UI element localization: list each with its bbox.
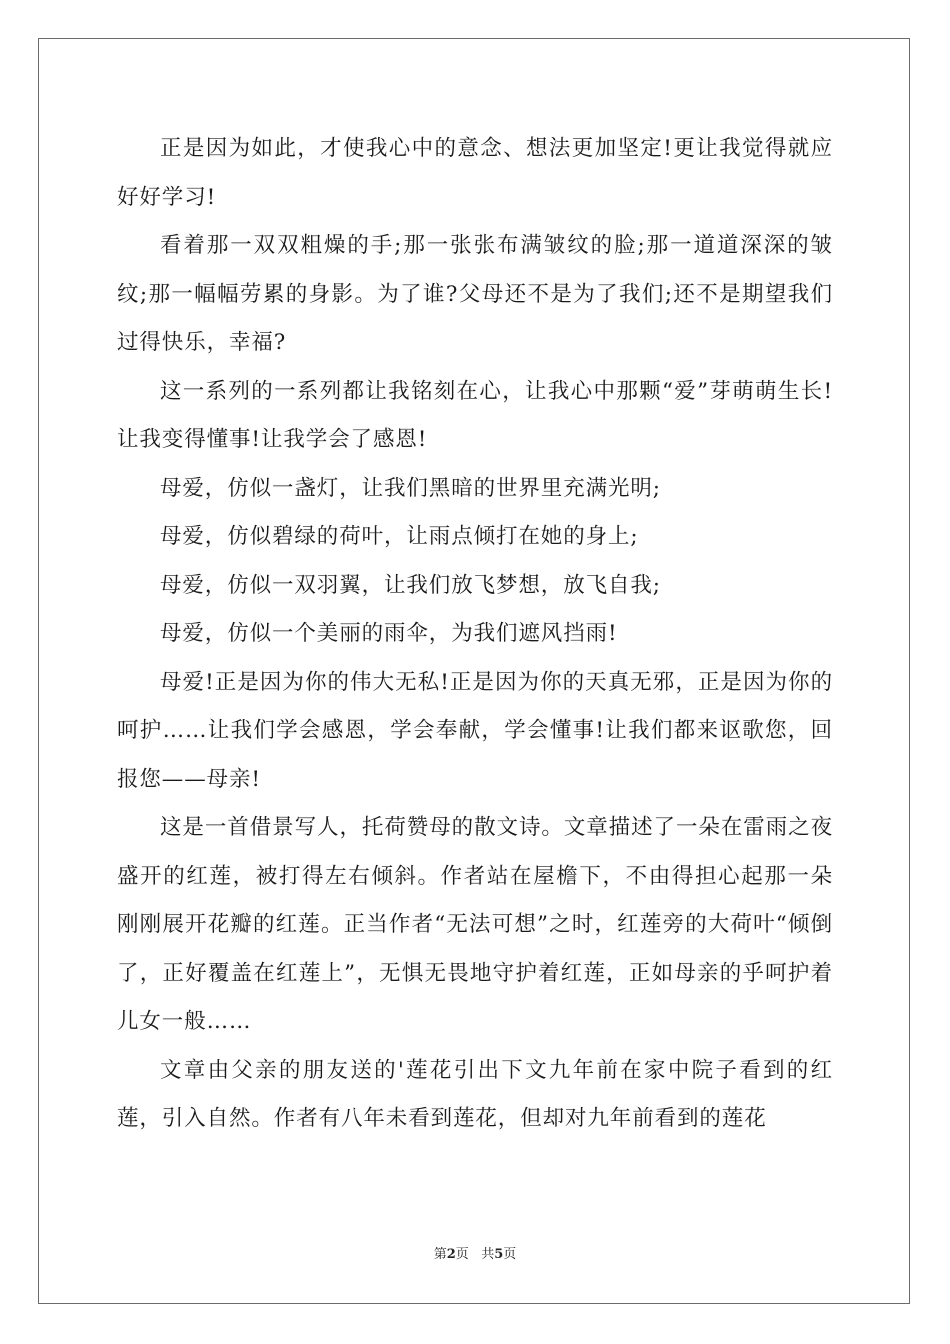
paragraph: 母爱，仿似一个美丽的雨伞，为我们遮风挡雨! xyxy=(160,621,618,646)
paragraph: 看着那一双双粗燥的手;那一张张布满皱纹的脸;那一道道深深的皱纹;那一幅幅劳累的身影。为了谁?父母还不是为了我们;还不是期望我们过得快乐，幸福? xyxy=(117,233,833,355)
paragraph: 母爱，仿似一盏灯，让我们黑暗的世界里充满光明; xyxy=(160,475,661,501)
total-pages: 5 xyxy=(494,1247,504,1262)
total-pages-prefix: 共 xyxy=(481,1247,495,1262)
paragraph: 正是因为如此，才使我心中的意念、想法更加坚定!更让我觉得就应好好学习! xyxy=(117,136,833,210)
paragraph: 母爱，仿似碧绿的荷叶，让雨点倾打在她的身上; xyxy=(160,524,639,549)
paragraph: 母爱!正是因为你的伟大无私!正是因为你的天真无邪，正是因为你的呵护……让我们学会感恩，学会奉献，学会懂事!让我们都来讴歌您，回报您——母亲! xyxy=(117,669,833,792)
paragraph: 母爱，仿似一双羽翼，让我们放飞梦想，放飞自我; xyxy=(160,572,661,598)
total-pages-suffix: 页 xyxy=(503,1247,517,1262)
document-body xyxy=(117,125,833,1144)
page-number: 2 xyxy=(446,1247,456,1262)
paragraph: 文章由父亲的朋友送的'莲花引出下文九年前在家中院子看到的红莲，引入自然。作者有八年未看到莲花，但却对九年前看到的莲花 xyxy=(117,1057,833,1131)
page-number-suffix: 页 xyxy=(455,1247,469,1262)
page-number-prefix: 第 xyxy=(433,1247,447,1262)
paragraph: 这一系列的一系列都让我铭刻在心，让我心中那颗“爱”芽萌萌生长!让我变得懂事!让我学会了感恩! xyxy=(117,378,833,452)
paragraph: 这是一首借景写人，托荷赞母的散文诗。文章描述了一朵在雷雨之夜盛开的红莲，被打得左右倾斜。作者站在屋檐下，不由得担心起那一朵刚刚展开花瓣的红莲。正当作者“无法可想”之时，红莲旁的大荷叶“倾倒了，正好覆盖在红莲上”，无惧无畏地守护着红莲，正如母亲的乎呵护着儿女一般…… xyxy=(117,815,833,1034)
page-footer xyxy=(0,1247,950,1263)
